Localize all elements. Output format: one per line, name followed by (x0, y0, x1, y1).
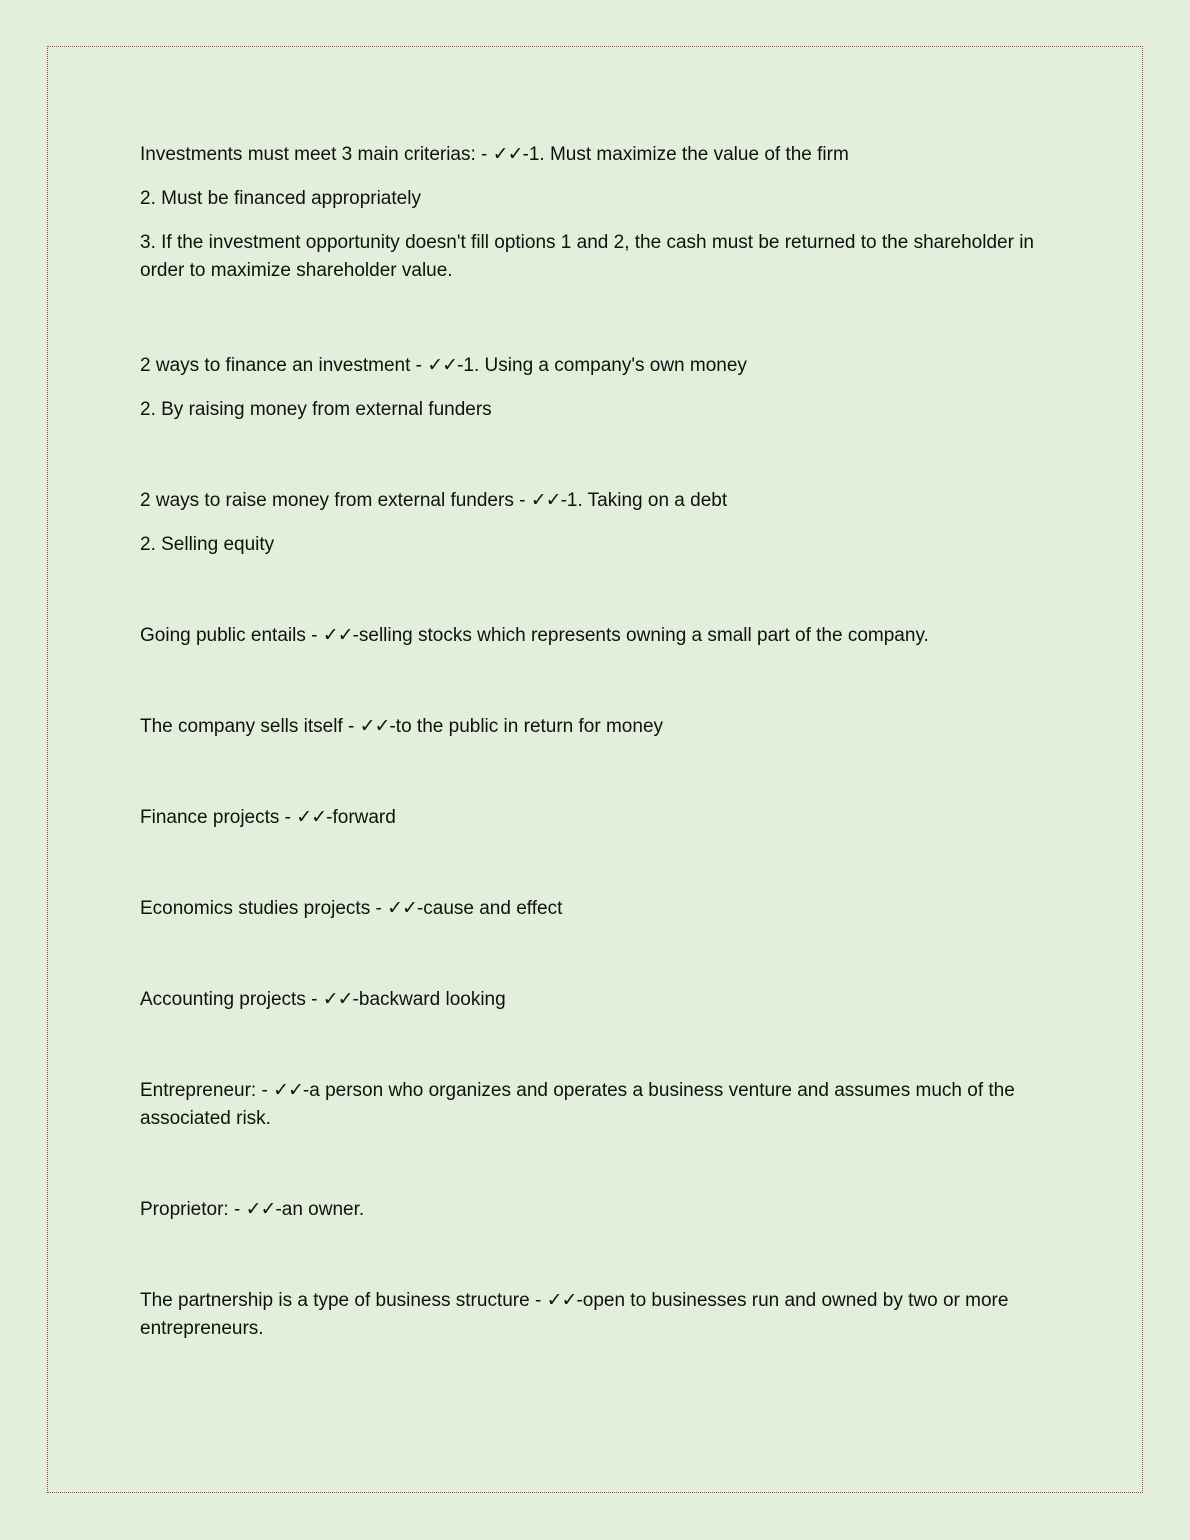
flashcard-entry (140, 712, 1050, 741)
question-text: 2 ways to finance an investment - (140, 355, 428, 376)
check-icon: ✓✓ (387, 897, 417, 919)
check-icon: ✓✓ (296, 806, 327, 828)
question-text: Investments must meet 3 main criterias: - (140, 144, 493, 165)
flashcard-list (140, 140, 1050, 1359)
question-text: 2 ways to raise money from external funders - (140, 490, 531, 511)
check-icon: ✓✓ (492, 143, 523, 165)
answer-text: -backward looking (352, 989, 506, 1010)
flashcard-entry (140, 351, 1050, 424)
check-icon: ✓✓ (273, 1079, 303, 1101)
answer-text: -a person who organizes and operates a business venture and assumes much of the associated risk. (140, 1080, 1015, 1129)
flashcard-entry (140, 894, 1050, 923)
answer-text: -1. Using a company's own money (457, 355, 747, 376)
answer-text: -forward (326, 807, 396, 828)
flashcard-entry (140, 621, 1050, 650)
flashcard-question-line (140, 621, 1050, 650)
check-icon: ✓✓ (530, 489, 561, 511)
flashcard-question-line (140, 985, 1050, 1014)
question-text: Finance projects - (140, 807, 297, 828)
flashcard-entry (140, 985, 1050, 1014)
flashcard-question-line (140, 712, 1050, 741)
answer-text: -1. Taking on a debt (560, 490, 728, 511)
flashcard-entry (140, 140, 1050, 285)
check-icon: ✓✓ (322, 988, 353, 1010)
answer-extra-line: 3. If the investment opportunity doesn't fill options 1 and 2, the cash must be returned to the shareholder in order to maximize shareholder value. (140, 232, 1035, 281)
flashcard-entry (140, 1195, 1050, 1224)
answer-extra-line: 2. Selling equity (140, 534, 275, 555)
flashcard-entry (140, 486, 1050, 559)
check-icon: ✓✓ (359, 715, 390, 737)
answer-text: -1. Must maximize the value of the firm (522, 144, 849, 165)
answer-text: -an owner. (275, 1199, 365, 1220)
check-icon: ✓✓ (546, 1289, 577, 1311)
flashcard-question-line (140, 894, 1050, 923)
question-text: Proprietor: - (140, 1199, 246, 1220)
answer-extra-line: 2. By raising money from external funders (140, 399, 492, 420)
flashcard-entry (140, 1286, 1050, 1343)
flashcard-question-line (140, 1195, 1050, 1224)
check-icon: ✓✓ (322, 624, 353, 646)
flashcard-question-line (140, 1286, 1050, 1343)
flashcard-entry (140, 1076, 1050, 1133)
answer-extra-line: 2. Must be financed appropriately (140, 188, 421, 209)
check-icon: ✓✓ (427, 354, 458, 376)
question-text: Entrepreneur: - (140, 1080, 274, 1101)
flashcard-question-line (140, 486, 1050, 515)
answer-text: -open to businesses run and owned by two or more entrepreneurs. (140, 1290, 1009, 1339)
flashcard-question-line (140, 140, 1050, 169)
answer-text: -cause and effect (416, 898, 563, 919)
flashcard-question-line (140, 803, 1050, 832)
answer-text: -to the public in return for money (389, 716, 664, 737)
question-text: The partnership is a type of business structure - (140, 1290, 547, 1311)
flashcard-entry (140, 803, 1050, 832)
flashcard-question-line (140, 1076, 1050, 1133)
question-text: The company sells itself - (140, 716, 360, 737)
answer-text: -selling stocks which represents owning a small part of the company. (352, 625, 929, 646)
check-icon: ✓✓ (245, 1198, 276, 1220)
question-text: Accounting projects - (140, 989, 323, 1010)
flashcard-question-line (140, 351, 1050, 380)
question-text: Economics studies projects - (140, 898, 388, 919)
question-text: Going public entails - (140, 625, 323, 646)
